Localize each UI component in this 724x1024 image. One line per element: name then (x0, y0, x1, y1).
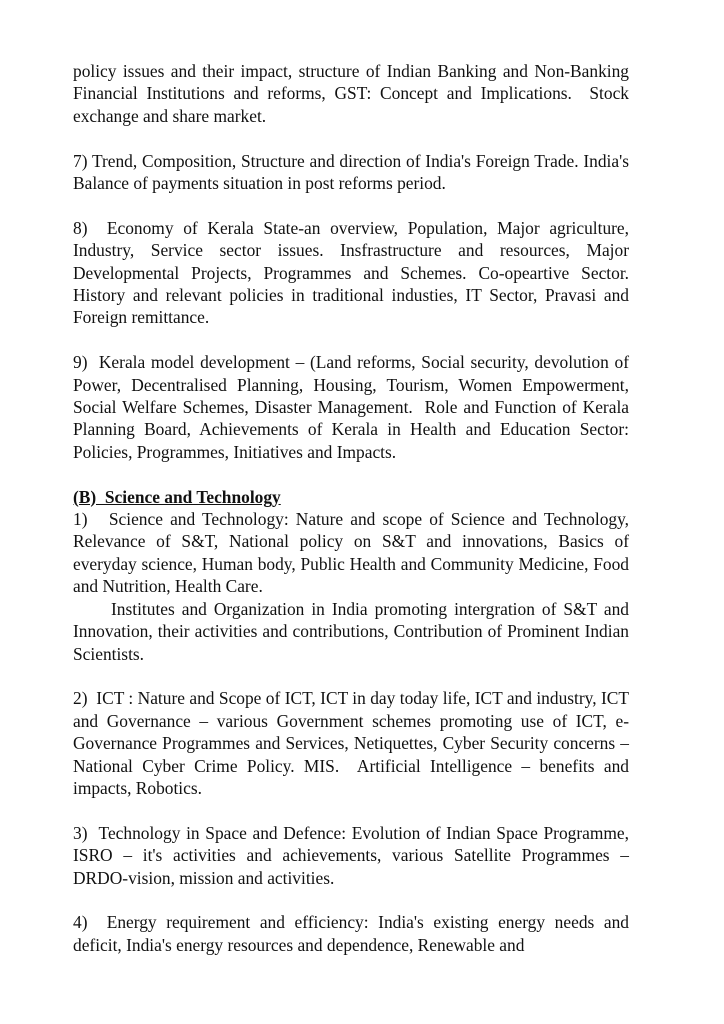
paragraph-b4-energy: 4) Energy requirement and efficiency: India's existing energy needs and deficit, India's energy resources and dependence, Renewable and (73, 912, 634, 955)
spacer (73, 329, 629, 351)
paragraph-8-kerala-economy: 8) Economy of Kerala State-an overview, Population, Major agriculture, Industry, Service sector issues. Insfrastructure and resources, Major Developmental Projects, Programmes and Schemes. Co-opeartive Sector. History and relevant policies in traditional industies, IT Sector, Pravasi and Foreign remittance. (73, 217, 638, 328)
spacer (73, 665, 629, 687)
paragraph-b1-institutes: Institutes and Organization in India promoting intergration of S&T and Innovation, their activities and contributions, Contribution of Prominent Indian Scientists. (73, 598, 634, 664)
section-b-heading: (B) Science and Technology (73, 486, 281, 507)
paragraph-banking-policy: policy issues and their impact, structure of Indian Banking and Non-Banking Financial Institutions and reforms, GST: Concept and Implications. Stock exchange and share market. (73, 61, 634, 126)
paragraph-b3-space-defence: 3) Technology in Space and Defence: Evolution of Indian Space Programme, ISRO – it's activities and achievements, various Satellite Programmes – DRDO-vision, mission and activities. (73, 822, 634, 888)
spacer (73, 127, 629, 149)
paragraph-9-kerala-model: 9) Kerala model development – (Land reforms, Social security, devolution of Power, Decentralised Planning, Housing, Tourism, Women Empowerment, Social Welfare Schemes, Disaster Management. Role and Function of Kerala Planning Board, Achievements of Kerala in Health and Education Sector: Policies, Programmes, Initiatives and Impacts. (73, 352, 634, 462)
spacer (73, 889, 629, 911)
spacer (73, 194, 629, 216)
paragraph-b2-ict: 2) ICT : Nature and Scope of ICT, ICT in day today life, ICT and industry, ICT and Governance – various Government schemes promoting use of ICT, e-Governance Programmes and Services, Netiquettes, Cyber Security concerns – National Cyber Crime Policy. MIS. Artificial Intelligence – benefits and impacts, Robotics. (73, 688, 634, 798)
paragraph-b1-science-technology: 1) Science and Technology: Nature and scope of Science and Technology, Relevance of S&T, National policy on S&T and innovations, Basics of everyday science, Human body, Public Health and Community Medicine, Food and Nutrition, Health Care. (73, 509, 634, 597)
paragraph-7-foreign-trade: 7) Trend, Composition, Structure and direction of India's Foreign Trade. India's Balance of payments situation in post reforms period. (73, 150, 634, 194)
spacer (73, 799, 629, 821)
document-page (73, 60, 638, 956)
spacer (73, 463, 629, 485)
